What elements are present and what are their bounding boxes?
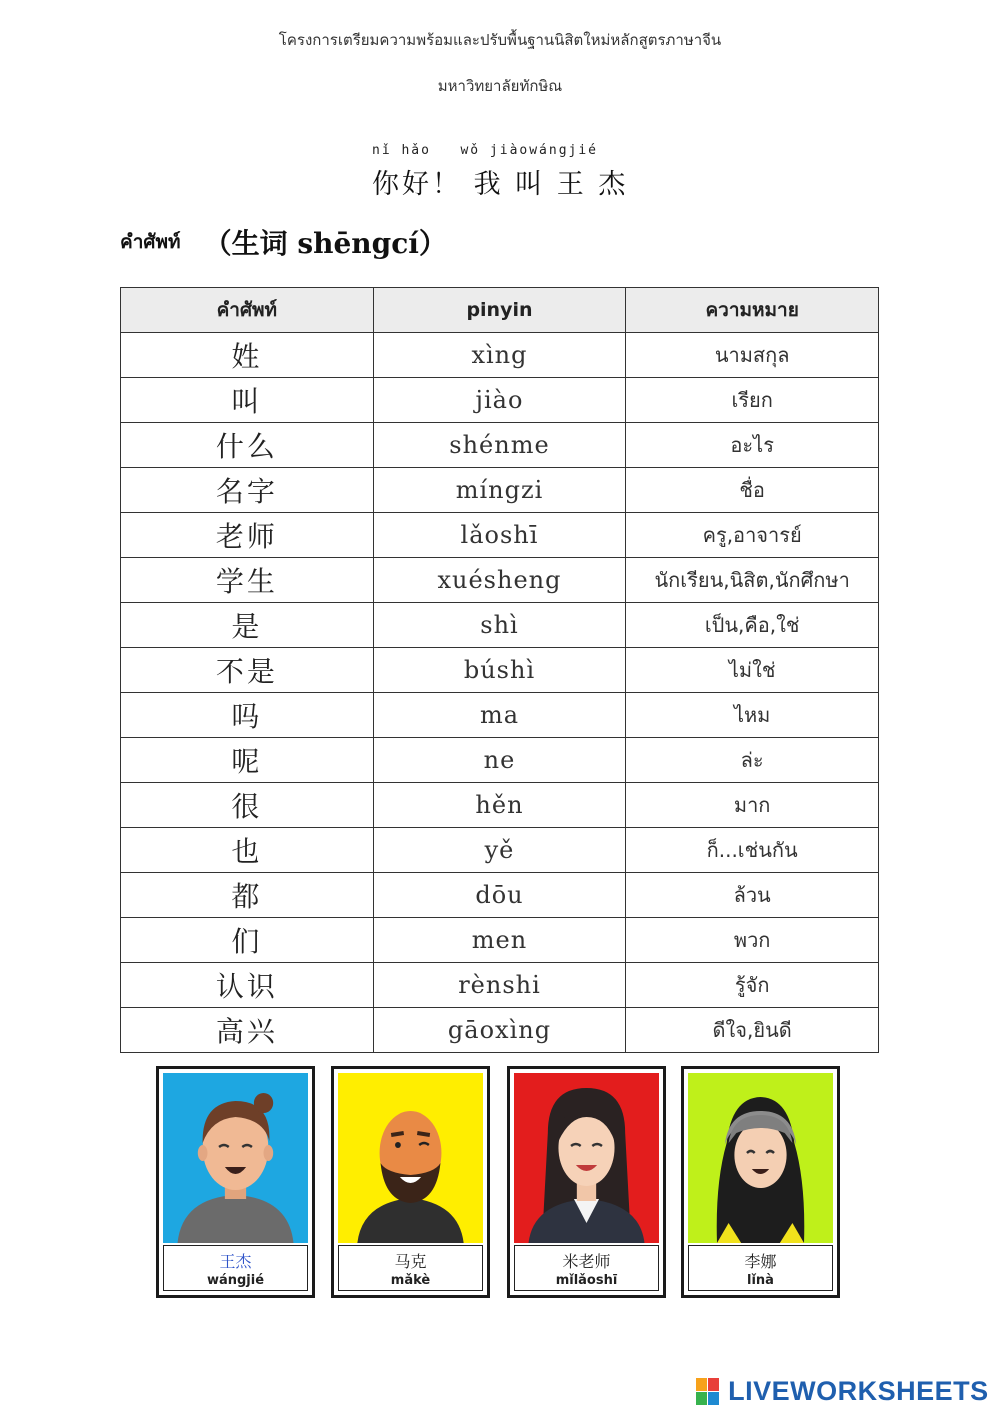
character-portrait bbox=[338, 1073, 483, 1243]
card-ma-ke bbox=[331, 1066, 490, 1298]
vocab-word-cell: 呢 bbox=[121, 738, 374, 783]
table-row bbox=[121, 513, 879, 558]
character-cards bbox=[156, 1066, 846, 1298]
character-name-pinyin: wángjié bbox=[206, 1273, 265, 1288]
character-portrait bbox=[514, 1073, 659, 1243]
character-name-chinese: 米老师 bbox=[562, 1252, 611, 1271]
table-row bbox=[121, 828, 879, 873]
vocabulary-table bbox=[120, 287, 879, 1053]
table-row bbox=[121, 423, 879, 468]
table-row bbox=[121, 468, 879, 513]
vocab-meaning-cell: พวก bbox=[626, 918, 879, 963]
vocab-pinyin-cell: xìng bbox=[373, 333, 626, 378]
vocab-word-cell: 什么 bbox=[121, 423, 374, 468]
character-name-label bbox=[688, 1245, 833, 1291]
vocab-pinyin-cell: jiào bbox=[373, 378, 626, 423]
vocab-meaning-cell: เรียก bbox=[626, 378, 879, 423]
vocab-pinyin-cell: shénme bbox=[373, 423, 626, 468]
card-wang-jie bbox=[156, 1066, 315, 1298]
vocab-pinyin-cell: men bbox=[373, 918, 626, 963]
vocab-pinyin-cell: dōu bbox=[373, 873, 626, 918]
vocab-meaning-cell: ไม่ใช่ bbox=[626, 648, 879, 693]
vocab-word-cell: 吗 bbox=[121, 693, 374, 738]
vocab-word-cell: 姓 bbox=[121, 333, 374, 378]
table-row bbox=[121, 738, 879, 783]
column-header-meaning: ความหมาย bbox=[626, 288, 879, 333]
vocab-word-cell: 是 bbox=[121, 603, 374, 648]
vocab-meaning-cell: นักเรียน,นิสิต,นักศึกษา bbox=[626, 558, 879, 603]
liveworksheets-blocks-icon bbox=[696, 1378, 720, 1406]
vocab-meaning-cell: ดีใจ,ยินดี bbox=[626, 1008, 879, 1053]
vocab-pinyin-cell: búshì bbox=[373, 648, 626, 693]
character-name-pinyin: mǐlǎoshī bbox=[555, 1273, 618, 1288]
vocab-word-cell: 名字 bbox=[121, 468, 374, 513]
vocab-pinyin-cell: ne bbox=[373, 738, 626, 783]
vocab-word-cell: 学生 bbox=[121, 558, 374, 603]
vocab-meaning-cell: ชื่อ bbox=[626, 468, 879, 513]
vocab-word-cell: 们 bbox=[121, 918, 374, 963]
card-li-na bbox=[681, 1066, 840, 1298]
character-name-label bbox=[163, 1245, 308, 1291]
lesson-title: 你好！ 我 叫 王 杰 bbox=[372, 169, 629, 200]
vocab-word-cell: 高兴 bbox=[121, 1008, 374, 1053]
vocab-meaning-cell: ก็...เช่นกัน bbox=[626, 828, 879, 873]
liveworksheets-logo bbox=[696, 1376, 989, 1410]
table-row bbox=[121, 558, 879, 603]
table-row bbox=[121, 783, 879, 828]
vocab-pinyin-cell: yě bbox=[373, 828, 626, 873]
table-row bbox=[121, 378, 879, 423]
vocab-pinyin-cell: gāoxìng bbox=[373, 1008, 626, 1053]
table-row bbox=[121, 873, 879, 918]
table-header-row bbox=[121, 288, 879, 333]
table-row bbox=[121, 963, 879, 1008]
vocab-pinyin-cell: xuésheng bbox=[373, 558, 626, 603]
vocabulary-heading-thai: คำศัพท์ bbox=[120, 231, 181, 253]
table-row bbox=[121, 603, 879, 648]
column-header-word: คำศัพท์ bbox=[121, 288, 374, 333]
character-name-chinese: 王杰 bbox=[219, 1252, 252, 1271]
vocab-pinyin-cell: hěn bbox=[373, 783, 626, 828]
table-row bbox=[121, 918, 879, 963]
vocab-meaning-cell: ล่ะ bbox=[626, 738, 879, 783]
vocab-pinyin-cell: ma bbox=[373, 693, 626, 738]
vocab-word-cell: 很 bbox=[121, 783, 374, 828]
vocab-pinyin-cell: míngzi bbox=[373, 468, 626, 513]
table-row bbox=[121, 693, 879, 738]
character-name-pinyin: mǎkè bbox=[390, 1273, 431, 1288]
vocab-meaning-cell: นามสกุล bbox=[626, 333, 879, 378]
table-row bbox=[121, 1008, 879, 1053]
character-name-pinyin: lǐnà bbox=[747, 1273, 774, 1288]
character-name-chinese: 马克 bbox=[394, 1252, 427, 1271]
vocab-meaning-cell: ครู,อาจารย์ bbox=[626, 513, 879, 558]
vocab-pinyin-cell: lǎoshī bbox=[373, 513, 626, 558]
vocab-meaning-cell: อะไร bbox=[626, 423, 879, 468]
character-name-chinese: 李娜 bbox=[744, 1252, 777, 1271]
vocab-pinyin-cell: rènshi bbox=[373, 963, 626, 1008]
vocab-meaning-cell: ไหม bbox=[626, 693, 879, 738]
header-program-title: โครงการเตรียมความพร้อมและปรับพื้นฐานนิสิตใหม่หลักสูตรภาษาจีน bbox=[278, 31, 722, 49]
table-row bbox=[121, 333, 879, 378]
vocab-meaning-cell: เป็น,คือ,ใช่ bbox=[626, 603, 879, 648]
vocab-word-cell: 认识 bbox=[121, 963, 374, 1008]
character-portrait bbox=[688, 1073, 833, 1243]
vocab-meaning-cell: มาก bbox=[626, 783, 879, 828]
vocab-word-cell: 老师 bbox=[121, 513, 374, 558]
vocabulary-heading bbox=[120, 222, 447, 262]
lesson-title-pinyin: nǐ hǎo wǒ jiàowángjié bbox=[372, 143, 599, 158]
column-header-pinyin: pinyin bbox=[373, 288, 626, 333]
vocab-meaning-cell: ล้วน bbox=[626, 873, 879, 918]
vocabulary-heading-chinese: （生词 shēngcí） bbox=[203, 227, 447, 260]
character-name-label bbox=[514, 1245, 659, 1291]
vocab-pinyin-cell: shì bbox=[373, 603, 626, 648]
card-mi-laoshi bbox=[507, 1066, 666, 1298]
vocab-meaning-cell: รู้จัก bbox=[626, 963, 879, 1008]
vocab-word-cell: 不是 bbox=[121, 648, 374, 693]
vocab-word-cell: 叫 bbox=[121, 378, 374, 423]
header-university: มหาวิทยาลัยทักษิณ bbox=[437, 77, 563, 95]
vocab-word-cell: 都 bbox=[121, 873, 374, 918]
character-name-label bbox=[338, 1245, 483, 1291]
logo-text: LIVEWORKSHEETS bbox=[728, 1376, 989, 1406]
vocab-word-cell: 也 bbox=[121, 828, 374, 873]
table-row bbox=[121, 648, 879, 693]
character-portrait bbox=[163, 1073, 308, 1243]
